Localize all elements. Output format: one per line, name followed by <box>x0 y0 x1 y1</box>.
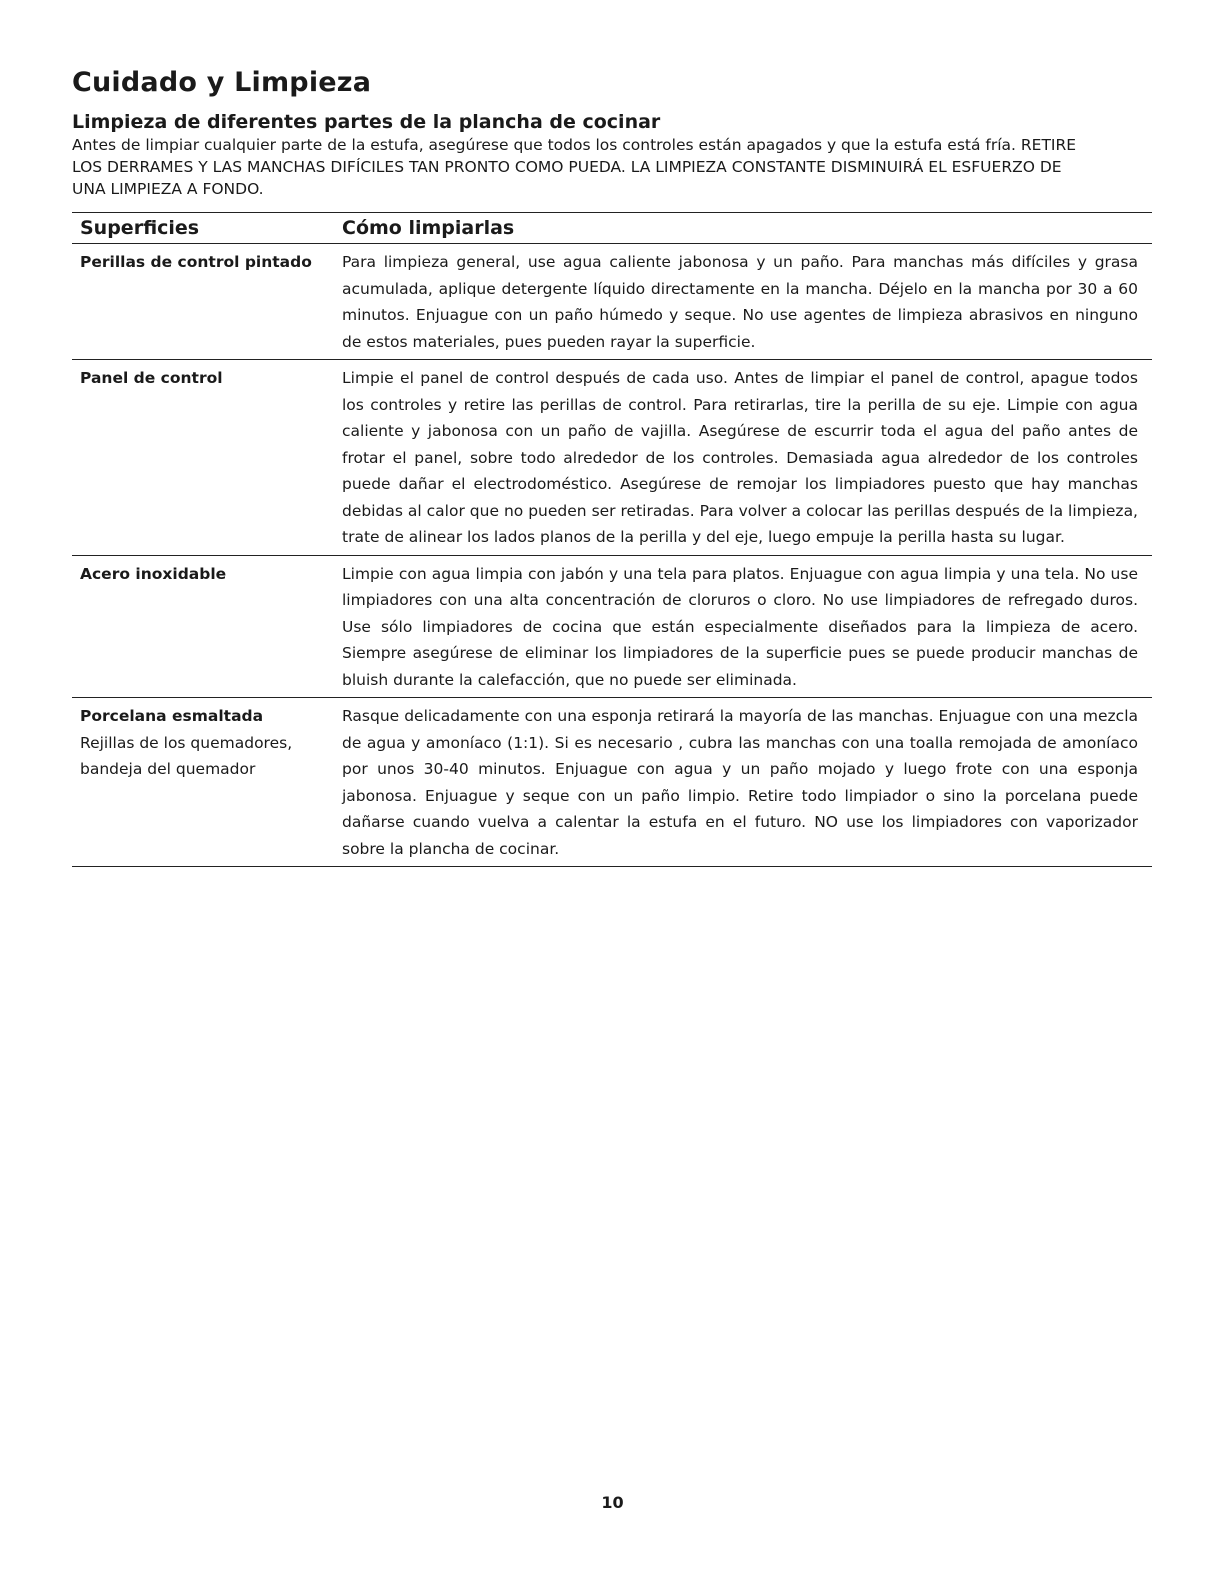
surface-cell <box>72 703 342 862</box>
table-row <box>72 360 1152 556</box>
surface-subitems: Rejillas de los quemadores, bandeja del quemador <box>80 733 293 778</box>
surface-name: Acero inoxidable <box>80 564 227 583</box>
page-number: 10 <box>601 1493 624 1512</box>
how-to-clean-cell: Para limpieza general, use agua caliente jabonosa y un paño. Para manchas más difíciles y grasa acumulada, aplique detergente líquido directamente en la mancha. Déjelo en la mancha por 30 a 60 minutos. Enjuague con un paño húmedo y seque. No use agentes de limpieza abrasivos en ninguno de estos materiales, pues pueden rayar la superficie. <box>342 253 1138 351</box>
table-header <box>72 213 1152 244</box>
table-row <box>72 244 1152 360</box>
page-title: Cuidado y Limpieza <box>72 67 372 98</box>
page-content <box>72 66 1152 867</box>
surface-name: Porcelana esmaltada <box>80 707 264 725</box>
cleaning-table <box>72 212 1152 867</box>
surface-cell <box>72 561 342 694</box>
table-row <box>72 556 1152 699</box>
how-to-clean-cell: Limpie el panel de control después de cada uso. Antes de limpiar el panel de control, apague todos los controles y retire las perillas de control. Para retirarlas, tire la perilla de su eje. Limpie con agua caliente y jabonosa con un paño de vajilla. Asegúrese de escurrir toda el agua del paño antes de frotar el panel, sobre todo alrededor de los controles. Demasiada agua alrededor de los controles puede dañar el electrodoméstico. Asegúrese de remojar los limpiadores puesto que hay manchas debidas al calor que no pueden ser retiradas. Para volver a colocar las perillas después de la limpieza, trate de alinear los lados planos de la perilla y del eje, luego empuje la perilla hasta su lugar. <box>342 369 1138 546</box>
section-title: Limpieza de diferentes partes de la plancha de cocinar <box>72 111 661 133</box>
how-to-clean-cell: Rasque delicadamente con una esponja retirará la mayoría de las manchas. Enjuague con una mezcla de agua y amoníaco (1:1). Si es necesario , cubra las manchas con una toalla remojada de amoníaco por unos 30-40 minutos. Enjuague con agua y un paño mojado y luego frote con una esponja jabonosa. Enjuague y seque con un paño limpio. Retire todo limpiador o sino la porcelana puede dañarse cuando vuelva a calentar la estufa en el futuro. NO use los limpiadores con vaporizador sobre la plancha de cocinar. <box>342 707 1138 858</box>
surface-cell <box>72 249 342 355</box>
table-row <box>72 698 1152 867</box>
intro-paragraph: Antes de limpiar cualquier parte de la estufa, asegúrese que todos los controles están apagados y que la estufa está fría. RETIRE LOS DERRAMES Y LAS MANCHAS DIFÍCILES TAN PRONTO COMO PUEDA. LA LIMPIEZA CONSTANTE DISMINUIRÁ EL ESFUERZO DE UNA LIMPIEZA A FONDO. <box>72 136 1077 198</box>
surface-cell <box>72 365 342 551</box>
how-to-clean-cell: Limpie con agua limpia con jabón y una tela para platos. Enjuague con agua limpia y una tela. No use limpiadores con una alta concentración de cloruros o cloro. No use limpiadores de refregado duros. Use sólo limpiadores de cocina que están especialmente diseñados para la limpieza de acero. Siempre asegúrese de eliminar los limpiadores de la superficie pues se puede producir manchas de bluish durante la calefacción, que no puede ser eliminada. <box>342 564 1138 689</box>
surface-name: Panel de control <box>80 369 223 387</box>
header-how-to-clean: Cómo limpiarlas <box>342 217 515 239</box>
surface-name: Perillas de control pintado <box>80 253 312 271</box>
header-surfaces: Superficies <box>80 217 200 239</box>
